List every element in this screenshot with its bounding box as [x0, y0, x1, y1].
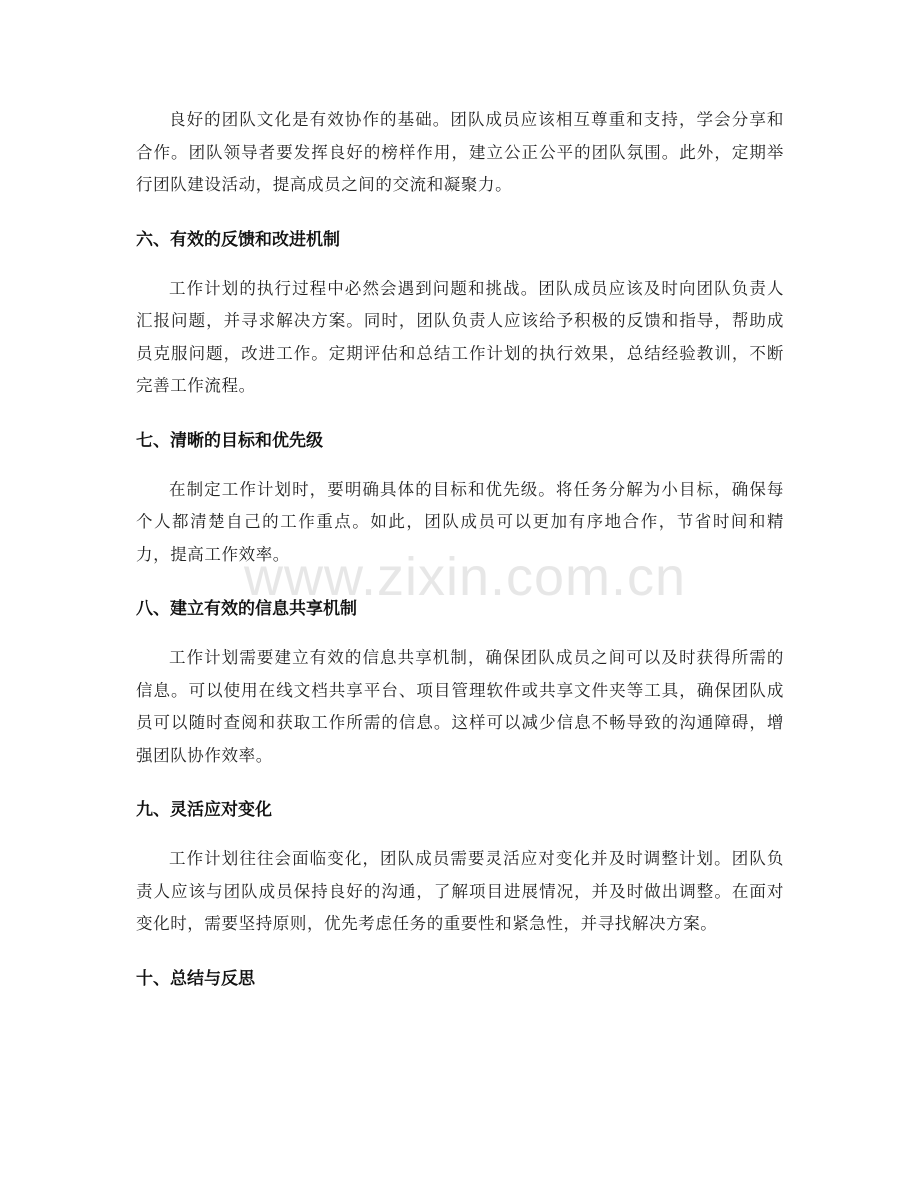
- section-heading-10: 十、总结与反思: [136, 968, 255, 989]
- section-paragraph-6: 工作计划的执行过程中必然会遇到问题和挑战。团队成员应该及时向团队负责人汇报问题，并寻求解决方案。同时，团队负责人应该给予积极的反馈和指导，帮助成员克服问题，改进工作。定期评估和总结工作计划的执行效果，总结经验教训，不断完善工作流程。: [136, 278, 784, 395]
- intro-paragraph: 良好的团队文化是有效协作的基础。团队成员应该相互尊重和支持，学会分享和合作。团队领导者要发挥良好的榜样作用，建立公正公平的团队氛围。此外，定期举行团队建设活动，提高成员之间的交流和凝聚力。: [136, 110, 784, 194]
- section-heading-6: 六、有效的反馈和改进机制: [136, 229, 340, 250]
- section-heading-7: 七、清晰的目标和优先级: [136, 430, 323, 451]
- section-paragraph-8: 工作计划需要建立有效的信息共享机制，确保团队成员之间可以及时获得所需的信息。可以使用在线文档共享平台、项目管理软件或共享文件夹等工具，确保团队成员可以随时查阅和获取工作所需的信息。这样可以减少信息不畅导致的沟通障碍，增强团队协作效率。: [136, 648, 784, 765]
- watermark-text: www.zixin.com.cn: [243, 547, 687, 607]
- section-heading-8: 八、建立有效的信息共享机制: [136, 599, 357, 619]
- section-paragraph-7: 在制定工作计划时，要明确具体的目标和优先级。将任务分解为小目标，确保每个人都清楚自己的工作重点。如此，团队成员可以更加有序地合作，节省时间和精力，提高工作效率。: [136, 479, 784, 564]
- section-heading-9: 九、灵活应对变化: [136, 800, 272, 820]
- section-paragraph-9: 工作计划往往会面临变化，团队成员需要灵活应对变化并及时调整计划。团队负责人应该与团队成员保持良好的沟通，了解项目进展情况，并及时做出调整。在面对变化时，需要坚持原则，优先考虑任务的重要性和紧急性，并寻找解决方案。: [136, 849, 784, 933]
- document-body: [136, 104, 784, 991]
